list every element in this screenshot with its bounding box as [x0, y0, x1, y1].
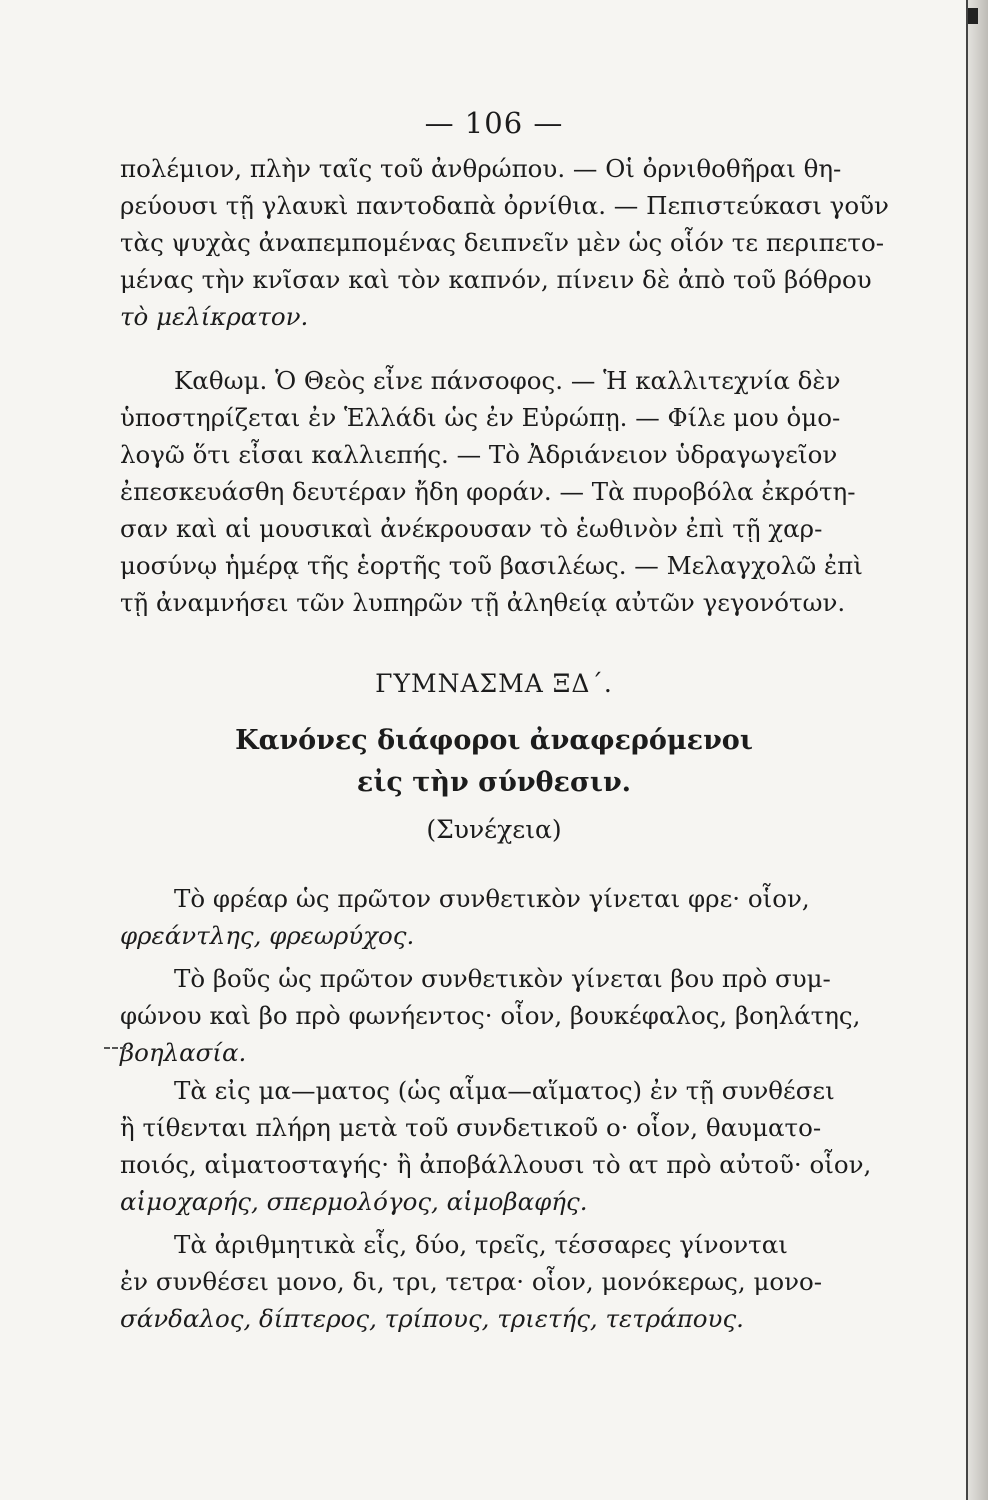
text-line: Τὰ εἰς μα—ματος (ὡς αἷμα—αἵματος) ἐν τῇ συνθέσει [174, 1076, 835, 1105]
rule-4 [120, 1226, 910, 1337]
rule-1 [120, 880, 910, 954]
text-line: σάνδαλος, δίπτερος, τρίπους, τριετής, τετράπους. [120, 1304, 744, 1333]
text-line: τὰς ψυχὰς ἀναπεμπομένας δειπνεῖν μὲν ὡς οἷόν τε περιπετο- [120, 228, 884, 257]
text-line: πολέμιον, πλὴν ταῖς τοῦ ἀνθρώπου. — Οἱ ὀρνιθοθῆραι θη- [120, 154, 842, 183]
text-line: βοηλασία. [120, 1038, 247, 1067]
text-line: φώνου καὶ βο πρὸ φωνήεντος· οἷον, βουκέφαλος, βοηλάτης, [120, 1001, 861, 1030]
text-line: Τὸ βοῦς ὡς πρῶτον συνθετικὸν γίνεται βου πρὸ συμ- [174, 964, 831, 993]
text-line: ρεύουσι τῇ γλαυκὶ παντοδαπὰ ὀρνίθια. — Πεπιστεύκασι γοῦν [120, 191, 889, 220]
text-line: τὸ μελίκρατον. [120, 302, 309, 331]
text-line: ὑποστηρίζεται ἐν Ἑλλάδι ὡς ἐν Εὐρώπῃ. — Φίλε μου ὁμο- [120, 403, 841, 432]
text-line: ἢ τίθενται πλήρη μετὰ τοῦ συνδετικοῦ ο· οἷον, θαυματο- [120, 1113, 822, 1142]
text-line: λογῶ ὅτι εἶσαι καλλιεπής. — Τὸ Ἀδριάνειον ὑδραγωγεῖον [120, 440, 838, 469]
text-line: ἐπεσκευάσθη δευτέραν ἤδη φοράν. — Τὰ πυροβόλα ἐκρότη- [120, 477, 856, 506]
section-title-line-1: Κανόνες διάφοροι ἀναφερόμενοι [235, 725, 753, 756]
exercise-label: ΓΥΜΝΑΣΜΑ ΞΔ΄. [375, 669, 613, 698]
text-line: σαν καὶ αἱ μουσικαὶ ἀνέκρουσαν τὸ ἑωθινὸν ἐπὶ τῇ χαρ- [120, 514, 823, 543]
corner-mark [968, 8, 978, 24]
paragraph-2 [120, 362, 910, 621]
section-title [0, 720, 988, 804]
margin-mark [104, 1047, 126, 1051]
text-line: ποιός, αἱματοσταγής· ἢ ἀποβάλλουσι τὸ ατ πρὸ αὐτοῦ· οἷον, [120, 1150, 872, 1179]
rule-3 [120, 1072, 910, 1220]
paragraph-1 [120, 150, 910, 335]
text-line: Τὸ φρέαρ ὡς πρῶτον συνθετικὸν γίνεται φρε· οἷον, [174, 884, 810, 913]
text-line: ἐν συνθέσει μονο, δι, τρι, τετρα· οἷον, μονόκερως, μονο- [120, 1267, 823, 1296]
continuation-note: (Συνέχεια) [426, 815, 562, 844]
section-title-line-2: εἰς τὴν σύνθεσιν. [356, 767, 632, 798]
text-line: μένας τὴν κνῖσαν καὶ τὸν καπνόν, πίνειν δὲ ἀπὸ τοῦ βόθρου [120, 265, 872, 294]
text-line: μοσύνῳ ἡμέρᾳ τῆς ἑορτῆς τοῦ βασιλέως. — Μελαγχολῶ ἐπὶ [120, 551, 863, 580]
page-number: — 106 — [424, 106, 564, 140]
text-line: φρεάντλης, φρεωρύχος. [120, 921, 415, 950]
text-line: αἱμοχαρής, σπερμολόγος, αἱμοβαφής. [120, 1187, 588, 1216]
rule-2 [120, 960, 910, 1071]
text-line: Καθωμ. Ὁ Θεὸς εἶνε πάνσοφος. — Ἡ καλλιτεχνία δὲν [174, 366, 841, 395]
text-line: τῇ ἀναμνήσει τῶν λυπηρῶν τῇ ἀληθείᾳ αὐτῶν γεγονότων. [120, 588, 846, 617]
text-line: Τὰ ἀριθμητικὰ εἷς, δύο, τρεῖς, τέσσαρες γίνονται [174, 1230, 788, 1259]
